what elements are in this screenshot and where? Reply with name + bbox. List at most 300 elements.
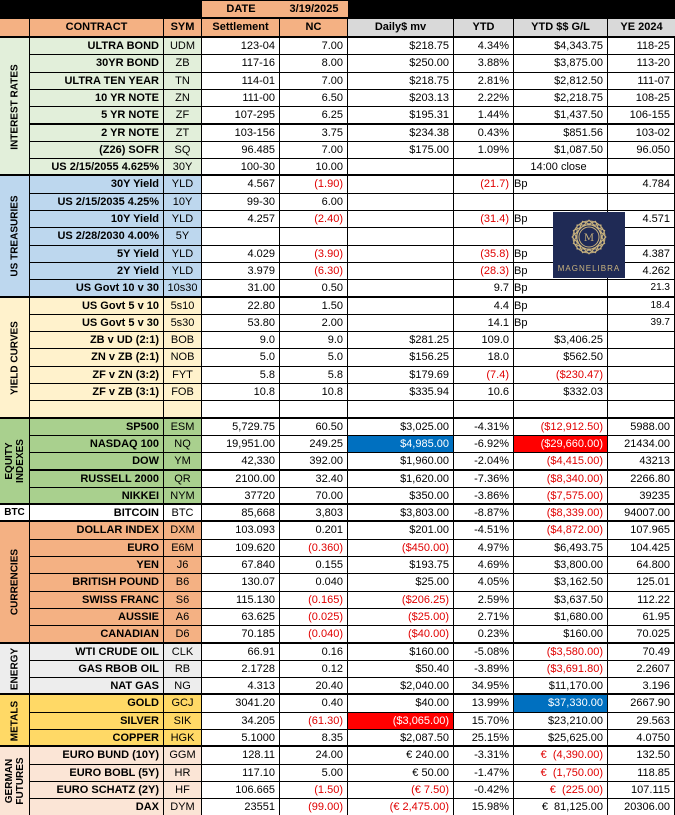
contract-name[interactable]: 5Y Yield bbox=[30, 246, 163, 262]
cell-daily[interactable]: $281.25 bbox=[348, 332, 453, 348]
contract-name[interactable]: ZF v ZB (3:1) bbox=[30, 384, 163, 400]
cell-daily[interactable]: $193.75 bbox=[348, 557, 453, 573]
cell-ytd[interactable]: 4.05% bbox=[454, 574, 513, 590]
cell-ytd[interactable]: 34.95% bbox=[454, 678, 513, 694]
cell-ye[interactable]: 70.025 bbox=[608, 626, 674, 642]
cell-sym[interactable]: S6 bbox=[164, 592, 201, 608]
cell-sym[interactable]: HGK bbox=[164, 730, 201, 746]
cell-sym[interactable]: GGM bbox=[164, 747, 201, 763]
cell-daily[interactable] bbox=[348, 176, 453, 192]
cell-daily[interactable]: $2,087.50 bbox=[348, 730, 453, 746]
cell-daily[interactable]: $175.00 bbox=[348, 142, 453, 158]
cell-nc[interactable]: 8.00 bbox=[280, 55, 347, 71]
cell-gl[interactable]: € (4,390.00) bbox=[514, 747, 607, 763]
contract-name[interactable]: 2 YR NOTE bbox=[30, 125, 163, 141]
cell-sym[interactable]: HR bbox=[164, 765, 201, 781]
cell-sym[interactable]: B6 bbox=[164, 574, 201, 590]
cell-sym[interactable]: NOB bbox=[164, 349, 201, 365]
contract-name[interactable]: SWISS FRANC bbox=[30, 592, 163, 608]
contract-name[interactable]: ULTRA BOND bbox=[30, 38, 163, 54]
cell-settle[interactable]: 99-30 bbox=[202, 194, 279, 210]
cell-gl[interactable]: $1,437.50 bbox=[514, 107, 607, 123]
cell-settle[interactable]: 4.257 bbox=[202, 211, 279, 227]
cell-sym[interactable]: TN bbox=[164, 73, 201, 89]
cell-sym[interactable]: J6 bbox=[164, 557, 201, 573]
cell-daily[interactable]: $234.38 bbox=[348, 125, 453, 141]
cell-gl[interactable]: $3,162.50 bbox=[514, 574, 607, 590]
column-header-daily[interactable]: Daily$ mv bbox=[348, 19, 453, 36]
cell-daily[interactable]: (€ 2,475.00) bbox=[348, 799, 453, 815]
cell-daily[interactable]: € 50.00 bbox=[348, 765, 453, 781]
cell-ytd[interactable]: 4.4 bbox=[454, 298, 513, 314]
cell-gl[interactable] bbox=[514, 194, 607, 210]
cell-gl[interactable]: $851.56 bbox=[514, 125, 607, 141]
contract-name[interactable]: US 2/15/2055 4.625% bbox=[30, 159, 163, 175]
cell-ytd[interactable]: -7.36% bbox=[454, 471, 513, 487]
cell-settle[interactable]: 107-295 bbox=[202, 107, 279, 123]
cell-nc[interactable]: (6.30) bbox=[280, 263, 347, 279]
cell-nc[interactable]: 0.12 bbox=[280, 661, 347, 677]
contract-name[interactable]: ZF v ZN (3:2) bbox=[30, 367, 163, 383]
cell-daily[interactable] bbox=[348, 159, 453, 175]
cell-nc[interactable]: 0.50 bbox=[280, 280, 347, 296]
cell-daily[interactable]: $1,620.00 bbox=[348, 471, 453, 487]
cell-gl[interactable]: $2,218.75 bbox=[514, 90, 607, 106]
cell-sym[interactable]: NQ bbox=[164, 436, 201, 452]
cell-sym[interactable]: D6 bbox=[164, 626, 201, 642]
contract-name[interactable]: (Z26) SOFR bbox=[30, 142, 163, 158]
cell-ye[interactable]: 39.7 bbox=[608, 315, 674, 331]
cell-ytd[interactable]: -2.04% bbox=[454, 453, 513, 469]
cell-ye[interactable]: 20306.00 bbox=[608, 799, 674, 815]
cell-nc[interactable]: (61.30) bbox=[280, 713, 347, 729]
cell-settle[interactable]: 4.029 bbox=[202, 246, 279, 262]
cell-ytd[interactable]: -8.87% bbox=[454, 505, 513, 521]
cell-settle[interactable]: 117-16 bbox=[202, 55, 279, 71]
cell-sym[interactable]: NYM bbox=[164, 488, 201, 504]
cell-settle[interactable]: 2.1728 bbox=[202, 661, 279, 677]
cell-ytd[interactable]: 3.88% bbox=[454, 55, 513, 71]
cell-sym[interactable]: YLD bbox=[164, 211, 201, 227]
cell-ytd[interactable]: 4.69% bbox=[454, 557, 513, 573]
cell-daily[interactable] bbox=[348, 315, 453, 331]
cell-settle[interactable] bbox=[202, 401, 279, 417]
contract-name[interactable]: 10 YR NOTE bbox=[30, 90, 163, 106]
cell-gl[interactable]: ($3,580.00) bbox=[514, 644, 607, 660]
cell-ytd[interactable]: -3.89% bbox=[454, 661, 513, 677]
cell-daily[interactable]: (€ 7.50) bbox=[348, 782, 453, 798]
cell-ye[interactable]: 118-25 bbox=[608, 38, 674, 54]
cell-sym[interactable]: CLK bbox=[164, 644, 201, 660]
cell-settle[interactable]: 5.8 bbox=[202, 367, 279, 383]
cell-daily[interactable]: $201.00 bbox=[348, 522, 453, 538]
cell-ytd[interactable]: (35.8) bbox=[454, 246, 513, 262]
cell-ye[interactable]: 4.571 bbox=[608, 211, 674, 227]
contract-name[interactable]: COPPER bbox=[30, 730, 163, 746]
cell-ytd[interactable]: -0.42% bbox=[454, 782, 513, 798]
cell-sym[interactable]: 5s30 bbox=[164, 315, 201, 331]
cell-sym[interactable]: 10Y bbox=[164, 194, 201, 210]
contract-name[interactable]: DOLLAR INDEX bbox=[30, 522, 163, 538]
cell-settle[interactable]: 130.07 bbox=[202, 574, 279, 590]
cell-daily[interactable]: $335.94 bbox=[348, 384, 453, 400]
cell-nc[interactable]: 10.8 bbox=[280, 384, 347, 400]
contract-name[interactable]: US 2/28/2030 4.00% bbox=[30, 228, 163, 244]
cell-daily[interactable] bbox=[348, 228, 453, 244]
cell-sym[interactable]: A6 bbox=[164, 609, 201, 625]
cell-daily[interactable]: ($3,065.00) bbox=[348, 713, 453, 729]
cell-sym[interactable]: ZB bbox=[164, 55, 201, 71]
column-header-sym[interactable]: SYM bbox=[164, 19, 201, 36]
cell-sym[interactable]: YLD bbox=[164, 263, 201, 279]
cell-nc[interactable]: 9.0 bbox=[280, 332, 347, 348]
cell-ytd[interactable]: (7.4) bbox=[454, 367, 513, 383]
contract-name[interactable]: CANADIAN bbox=[30, 626, 163, 642]
cell-daily[interactable]: ($40.00) bbox=[348, 626, 453, 642]
cell-sym[interactable]: YM bbox=[164, 453, 201, 469]
cell-sym[interactable]: SQ bbox=[164, 142, 201, 158]
cell-nc[interactable]: (1.50) bbox=[280, 782, 347, 798]
cell-settle[interactable]: 70.185 bbox=[202, 626, 279, 642]
cell-nc[interactable]: 7.00 bbox=[280, 38, 347, 54]
column-header-nc[interactable]: NC bbox=[280, 19, 347, 36]
contract-name[interactable]: 2Y Yield bbox=[30, 263, 163, 279]
cell-sym[interactable]: ESM bbox=[164, 419, 201, 435]
cell-nc[interactable]: 7.00 bbox=[280, 73, 347, 89]
cell-settle[interactable]: 67.840 bbox=[202, 557, 279, 573]
cell-nc[interactable]: 3.75 bbox=[280, 125, 347, 141]
cell-settle[interactable]: 66.91 bbox=[202, 644, 279, 660]
cell-gl[interactable]: ($8,340.00) bbox=[514, 471, 607, 487]
cell-sym[interactable]: ZF bbox=[164, 107, 201, 123]
cell-nc[interactable]: 20.40 bbox=[280, 678, 347, 694]
cell-daily[interactable]: $203.13 bbox=[348, 90, 453, 106]
cell-ye[interactable]: 4.0750 bbox=[608, 730, 674, 746]
cell-gl[interactable] bbox=[514, 401, 607, 417]
cell-ytd[interactable] bbox=[454, 228, 513, 244]
cell-ye[interactable]: 64.800 bbox=[608, 557, 674, 573]
cell-sym[interactable]: QR bbox=[164, 471, 201, 487]
cell-ye[interactable] bbox=[608, 159, 674, 175]
contract-name[interactable]: BRITISH POUND bbox=[30, 574, 163, 590]
cell-gl[interactable]: $1,087.50 bbox=[514, 142, 607, 158]
cell-daily[interactable]: $156.25 bbox=[348, 349, 453, 365]
cell-nc[interactable]: (0.040) bbox=[280, 626, 347, 642]
contract-name[interactable]: 10Y Yield bbox=[30, 211, 163, 227]
cell-ye[interactable]: 106-155 bbox=[608, 107, 674, 123]
cell-ye[interactable]: 94007.00 bbox=[608, 505, 674, 521]
cell-daily[interactable]: $1,960.00 bbox=[348, 453, 453, 469]
cell-ye[interactable]: 104.425 bbox=[608, 540, 674, 556]
cell-sym[interactable]: YLD bbox=[164, 246, 201, 262]
cell-nc[interactable]: (3.90) bbox=[280, 246, 347, 262]
cell-settle[interactable]: 42,330 bbox=[202, 453, 279, 469]
cell-ye[interactable]: 118.85 bbox=[608, 765, 674, 781]
cell-settle[interactable]: 4.313 bbox=[202, 678, 279, 694]
cell-sym[interactable] bbox=[164, 401, 201, 417]
cell-ye[interactable]: 2266.80 bbox=[608, 471, 674, 487]
cell-nc[interactable]: 1.50 bbox=[280, 298, 347, 314]
cell-gl[interactable]: € (1,750.00) bbox=[514, 765, 607, 781]
contract-name[interactable]: US Govt 10 v 30 bbox=[30, 280, 163, 296]
cell-ytd[interactable] bbox=[454, 401, 513, 417]
cell-nc[interactable]: (2.40) bbox=[280, 211, 347, 227]
cell-settle[interactable]: 9.0 bbox=[202, 332, 279, 348]
cell-ye[interactable]: 132.50 bbox=[608, 747, 674, 763]
cell-ytd[interactable]: 15.98% bbox=[454, 799, 513, 815]
cell-ytd[interactable]: 1.09% bbox=[454, 142, 513, 158]
cell-gl[interactable]: $3,637.50 bbox=[514, 592, 607, 608]
cell-nc[interactable]: 2.00 bbox=[280, 315, 347, 331]
cell-sym[interactable]: ZN bbox=[164, 90, 201, 106]
cell-nc[interactable]: 249.25 bbox=[280, 436, 347, 452]
cell-ye[interactable]: 70.49 bbox=[608, 644, 674, 660]
cell-ytd[interactable]: 2.22% bbox=[454, 90, 513, 106]
contract-name[interactable]: RUSSELL 2000 bbox=[30, 471, 163, 487]
cell-ytd[interactable]: 10.6 bbox=[454, 384, 513, 400]
contract-name[interactable]: SP500 bbox=[30, 419, 163, 435]
cell-settle[interactable]: 109.620 bbox=[202, 540, 279, 556]
contract-name[interactable]: NAT GAS bbox=[30, 678, 163, 694]
cell-settle[interactable]: 5,729.75 bbox=[202, 419, 279, 435]
cell-ye[interactable]: 4.262 bbox=[608, 263, 674, 279]
cell-sym[interactable]: FYT bbox=[164, 367, 201, 383]
cell-daily[interactable]: € 240.00 bbox=[348, 747, 453, 763]
cell-nc[interactable]: 10.00 bbox=[280, 159, 347, 175]
cell-ytd[interactable]: 4.97% bbox=[454, 540, 513, 556]
cell-ytd[interactable]: (21.7) bbox=[454, 176, 513, 192]
cell-nc[interactable]: 0.155 bbox=[280, 557, 347, 573]
cell-ytd[interactable]: 15.70% bbox=[454, 713, 513, 729]
cell-ye[interactable] bbox=[608, 349, 674, 365]
cell-settle[interactable]: 63.625 bbox=[202, 609, 279, 625]
contract-name[interactable]: 5 YR NOTE bbox=[30, 107, 163, 123]
cell-gl[interactable]: ($3,691.80) bbox=[514, 661, 607, 677]
cell-daily[interactable] bbox=[348, 280, 453, 296]
cell-sym[interactable]: BTC bbox=[164, 505, 201, 521]
cell-daily[interactable] bbox=[348, 401, 453, 417]
cell-gl[interactable]: ($8,339.00) bbox=[514, 505, 607, 521]
cell-settle[interactable]: 115.130 bbox=[202, 592, 279, 608]
contract-name[interactable]: EURO bbox=[30, 540, 163, 556]
cell-nc[interactable]: 5.00 bbox=[280, 765, 347, 781]
contract-name[interactable]: US Govt 5 v 10 bbox=[30, 298, 163, 314]
cell-settle[interactable]: 4.567 bbox=[202, 176, 279, 192]
cell-settle[interactable]: 117.10 bbox=[202, 765, 279, 781]
cell-daily[interactable]: $350.00 bbox=[348, 488, 453, 504]
cell-nc[interactable]: 5.8 bbox=[280, 367, 347, 383]
cell-nc[interactable]: 0.16 bbox=[280, 644, 347, 660]
cell-settle[interactable]: 3041.20 bbox=[202, 695, 279, 711]
cell-settle[interactable]: 31.00 bbox=[202, 280, 279, 296]
cell-ye[interactable]: 4.387 bbox=[608, 246, 674, 262]
cell-nc[interactable]: 7.00 bbox=[280, 142, 347, 158]
cell-sym[interactable]: 30Y bbox=[164, 159, 201, 175]
cell-daily[interactable] bbox=[348, 246, 453, 262]
contract-name[interactable]: SILVER bbox=[30, 713, 163, 729]
cell-daily[interactable]: ($206.25) bbox=[348, 592, 453, 608]
cell-ytd[interactable]: 18.0 bbox=[454, 349, 513, 365]
contract-name[interactable]: EURO BUND (10Y) bbox=[30, 747, 163, 763]
cell-nc[interactable]: 6.00 bbox=[280, 194, 347, 210]
cell-sym[interactable]: BOB bbox=[164, 332, 201, 348]
cell-gl[interactable]: ($230.47) bbox=[514, 367, 607, 383]
cell-gl[interactable]: Bp bbox=[514, 315, 607, 331]
cell-gl[interactable]: $4,343.75 bbox=[514, 38, 607, 54]
cell-settle[interactable]: 114-01 bbox=[202, 73, 279, 89]
cell-settle[interactable]: 5.1000 bbox=[202, 730, 279, 746]
cell-ye[interactable]: 2667.90 bbox=[608, 695, 674, 711]
cell-ytd[interactable]: 2.71% bbox=[454, 609, 513, 625]
cell-nc[interactable]: 60.50 bbox=[280, 419, 347, 435]
cell-sym[interactable]: ZT bbox=[164, 125, 201, 141]
contract-name[interactable]: EURO SCHATZ (2Y) bbox=[30, 782, 163, 798]
contract-name[interactable]: US Govt 5 v 30 bbox=[30, 315, 163, 331]
cell-nc[interactable]: (0.165) bbox=[280, 592, 347, 608]
cell-ye[interactable]: 18.4 bbox=[608, 298, 674, 314]
cell-ye[interactable]: 29.563 bbox=[608, 713, 674, 729]
cell-gl[interactable]: $3,406.25 bbox=[514, 332, 607, 348]
cell-settle[interactable]: 53.80 bbox=[202, 315, 279, 331]
cell-sym[interactable]: 10s30 bbox=[164, 280, 201, 296]
cell-settle[interactable]: 5.0 bbox=[202, 349, 279, 365]
cell-settle[interactable]: 96.485 bbox=[202, 142, 279, 158]
cell-ye[interactable]: 39235 bbox=[608, 488, 674, 504]
cell-gl[interactable]: Bp bbox=[514, 298, 607, 314]
cell-nc[interactable]: (0.025) bbox=[280, 609, 347, 625]
contract-name[interactable]: NASDAQ 100 bbox=[30, 436, 163, 452]
cell-ytd[interactable]: -4.31% bbox=[454, 419, 513, 435]
cell-daily[interactable]: $40.00 bbox=[348, 695, 453, 711]
contract-name[interactable]: ULTRA TEN YEAR bbox=[30, 73, 163, 89]
contract-name[interactable]: US 2/15/2035 4.25% bbox=[30, 194, 163, 210]
cell-settle[interactable]: 37720 bbox=[202, 488, 279, 504]
cell-ye[interactable]: 108-25 bbox=[608, 90, 674, 106]
cell-settle[interactable]: 19,951.00 bbox=[202, 436, 279, 452]
cell-nc[interactable]: 6.50 bbox=[280, 90, 347, 106]
contract-name[interactable]: DOW bbox=[30, 453, 163, 469]
contract-name[interactable]: YEN bbox=[30, 557, 163, 573]
column-header-ye[interactable]: YE 2024 bbox=[608, 19, 675, 36]
cell-gl[interactable]: $11,170.00 bbox=[514, 678, 607, 694]
cell-nc[interactable]: 6.25 bbox=[280, 107, 347, 123]
cell-ytd[interactable]: (31.4) bbox=[454, 211, 513, 227]
cell-ye[interactable]: 125.01 bbox=[608, 574, 674, 590]
contract-name[interactable]: ZB v UD (2:1) bbox=[30, 332, 163, 348]
cell-gl[interactable]: 14:00 close bbox=[514, 159, 607, 175]
cell-daily[interactable] bbox=[348, 194, 453, 210]
cell-gl[interactable]: Bp bbox=[514, 176, 607, 192]
cell-gl[interactable]: Bp bbox=[514, 280, 607, 296]
cell-sym[interactable]: UDM bbox=[164, 38, 201, 54]
cell-ye[interactable]: 107.115 bbox=[608, 782, 674, 798]
cell-gl[interactable]: € 81,125.00 bbox=[514, 799, 607, 815]
cell-settle[interactable]: 128.11 bbox=[202, 747, 279, 763]
cell-sym[interactable]: SIK bbox=[164, 713, 201, 729]
cell-gl[interactable]: $160.00 bbox=[514, 626, 607, 642]
contract-name[interactable]: 30YR BOND bbox=[30, 55, 163, 71]
cell-ytd[interactable]: 13.99% bbox=[454, 695, 513, 711]
cell-ye[interactable]: 107.965 bbox=[608, 522, 674, 538]
cell-daily[interactable]: $250.00 bbox=[348, 55, 453, 71]
cell-nc[interactable] bbox=[280, 228, 347, 244]
cell-ye[interactable]: 21.3 bbox=[608, 280, 674, 296]
cell-settle[interactable]: 106.665 bbox=[202, 782, 279, 798]
cell-nc[interactable]: (0.360) bbox=[280, 540, 347, 556]
cell-settle[interactable]: 111-00 bbox=[202, 90, 279, 106]
cell-daily[interactable]: $218.75 bbox=[348, 73, 453, 89]
cell-ye[interactable]: 111-07 bbox=[608, 73, 674, 89]
cell-ytd[interactable] bbox=[454, 159, 513, 175]
cell-ytd[interactable]: (28.3) bbox=[454, 263, 513, 279]
cell-sym[interactable]: HF bbox=[164, 782, 201, 798]
cell-gl[interactable]: ($29,660.00) bbox=[514, 436, 607, 452]
contract-name[interactable]: BITCOIN bbox=[30, 505, 163, 521]
cell-sym[interactable]: RB bbox=[164, 661, 201, 677]
contract-name[interactable]: EURO BOBL (5Y) bbox=[30, 765, 163, 781]
cell-sym[interactable]: YLD bbox=[164, 176, 201, 192]
cell-gl[interactable]: ($12,912.50) bbox=[514, 419, 607, 435]
cell-nc[interactable]: (1.90) bbox=[280, 176, 347, 192]
cell-ytd[interactable]: 2.81% bbox=[454, 73, 513, 89]
cell-daily[interactable]: $2,040.00 bbox=[348, 678, 453, 694]
cell-ytd[interactable]: -1.47% bbox=[454, 765, 513, 781]
cell-gl[interactable]: $2,812.50 bbox=[514, 73, 607, 89]
cell-ytd[interactable]: 25.15% bbox=[454, 730, 513, 746]
cell-ytd[interactable]: 2.59% bbox=[454, 592, 513, 608]
cell-ytd[interactable]: -4.51% bbox=[454, 522, 513, 538]
cell-nc[interactable]: 5.0 bbox=[280, 349, 347, 365]
cell-gl[interactable]: Bp bbox=[514, 246, 607, 262]
cell-ye[interactable] bbox=[608, 384, 674, 400]
contract-name[interactable]: WTI CRUDE OIL bbox=[30, 644, 163, 660]
cell-settle[interactable]: 23551 bbox=[202, 799, 279, 815]
cell-settle[interactable]: 3.979 bbox=[202, 263, 279, 279]
cell-gl[interactable]: ($4,415.00) bbox=[514, 453, 607, 469]
contract-name[interactable]: GAS RBOB OIL bbox=[30, 661, 163, 677]
cell-daily[interactable]: $179.69 bbox=[348, 367, 453, 383]
cell-settle[interactable]: 85,668 bbox=[202, 505, 279, 521]
cell-gl[interactable]: $25,625.00 bbox=[514, 730, 607, 746]
cell-gl[interactable]: € (225.00) bbox=[514, 782, 607, 798]
cell-nc[interactable]: 24.00 bbox=[280, 747, 347, 763]
cell-gl[interactable]: $562.50 bbox=[514, 349, 607, 365]
cell-ye[interactable]: 113-20 bbox=[608, 55, 674, 71]
cell-daily[interactable]: $218.75 bbox=[348, 38, 453, 54]
cell-sym[interactable]: 5s10 bbox=[164, 298, 201, 314]
cell-ytd[interactable] bbox=[454, 194, 513, 210]
cell-gl[interactable]: $37,330.00 bbox=[514, 695, 607, 711]
cell-daily[interactable]: $25.00 bbox=[348, 574, 453, 590]
cell-daily[interactable]: $50.40 bbox=[348, 661, 453, 677]
cell-settle[interactable]: 10.8 bbox=[202, 384, 279, 400]
cell-ye[interactable] bbox=[608, 367, 674, 383]
cell-daily[interactable]: $195.31 bbox=[348, 107, 453, 123]
cell-sym[interactable]: DXM bbox=[164, 522, 201, 538]
cell-ye[interactable]: 103-02 bbox=[608, 125, 674, 141]
cell-settle[interactable]: 103.093 bbox=[202, 522, 279, 538]
contract-name[interactable]: DAX bbox=[30, 799, 163, 815]
cell-ytd[interactable]: 9.7 bbox=[454, 280, 513, 296]
cell-settle[interactable]: 22.80 bbox=[202, 298, 279, 314]
cell-daily[interactable]: $3,025.00 bbox=[348, 419, 453, 435]
cell-daily[interactable] bbox=[348, 211, 453, 227]
column-header-ytd[interactable]: YTD bbox=[454, 19, 513, 36]
cell-ye[interactable] bbox=[608, 332, 674, 348]
cell-ye[interactable]: 21434.00 bbox=[608, 436, 674, 452]
cell-settle[interactable]: 123-04 bbox=[202, 38, 279, 54]
column-header-gl[interactable]: YTD $$ G/L bbox=[514, 19, 607, 36]
